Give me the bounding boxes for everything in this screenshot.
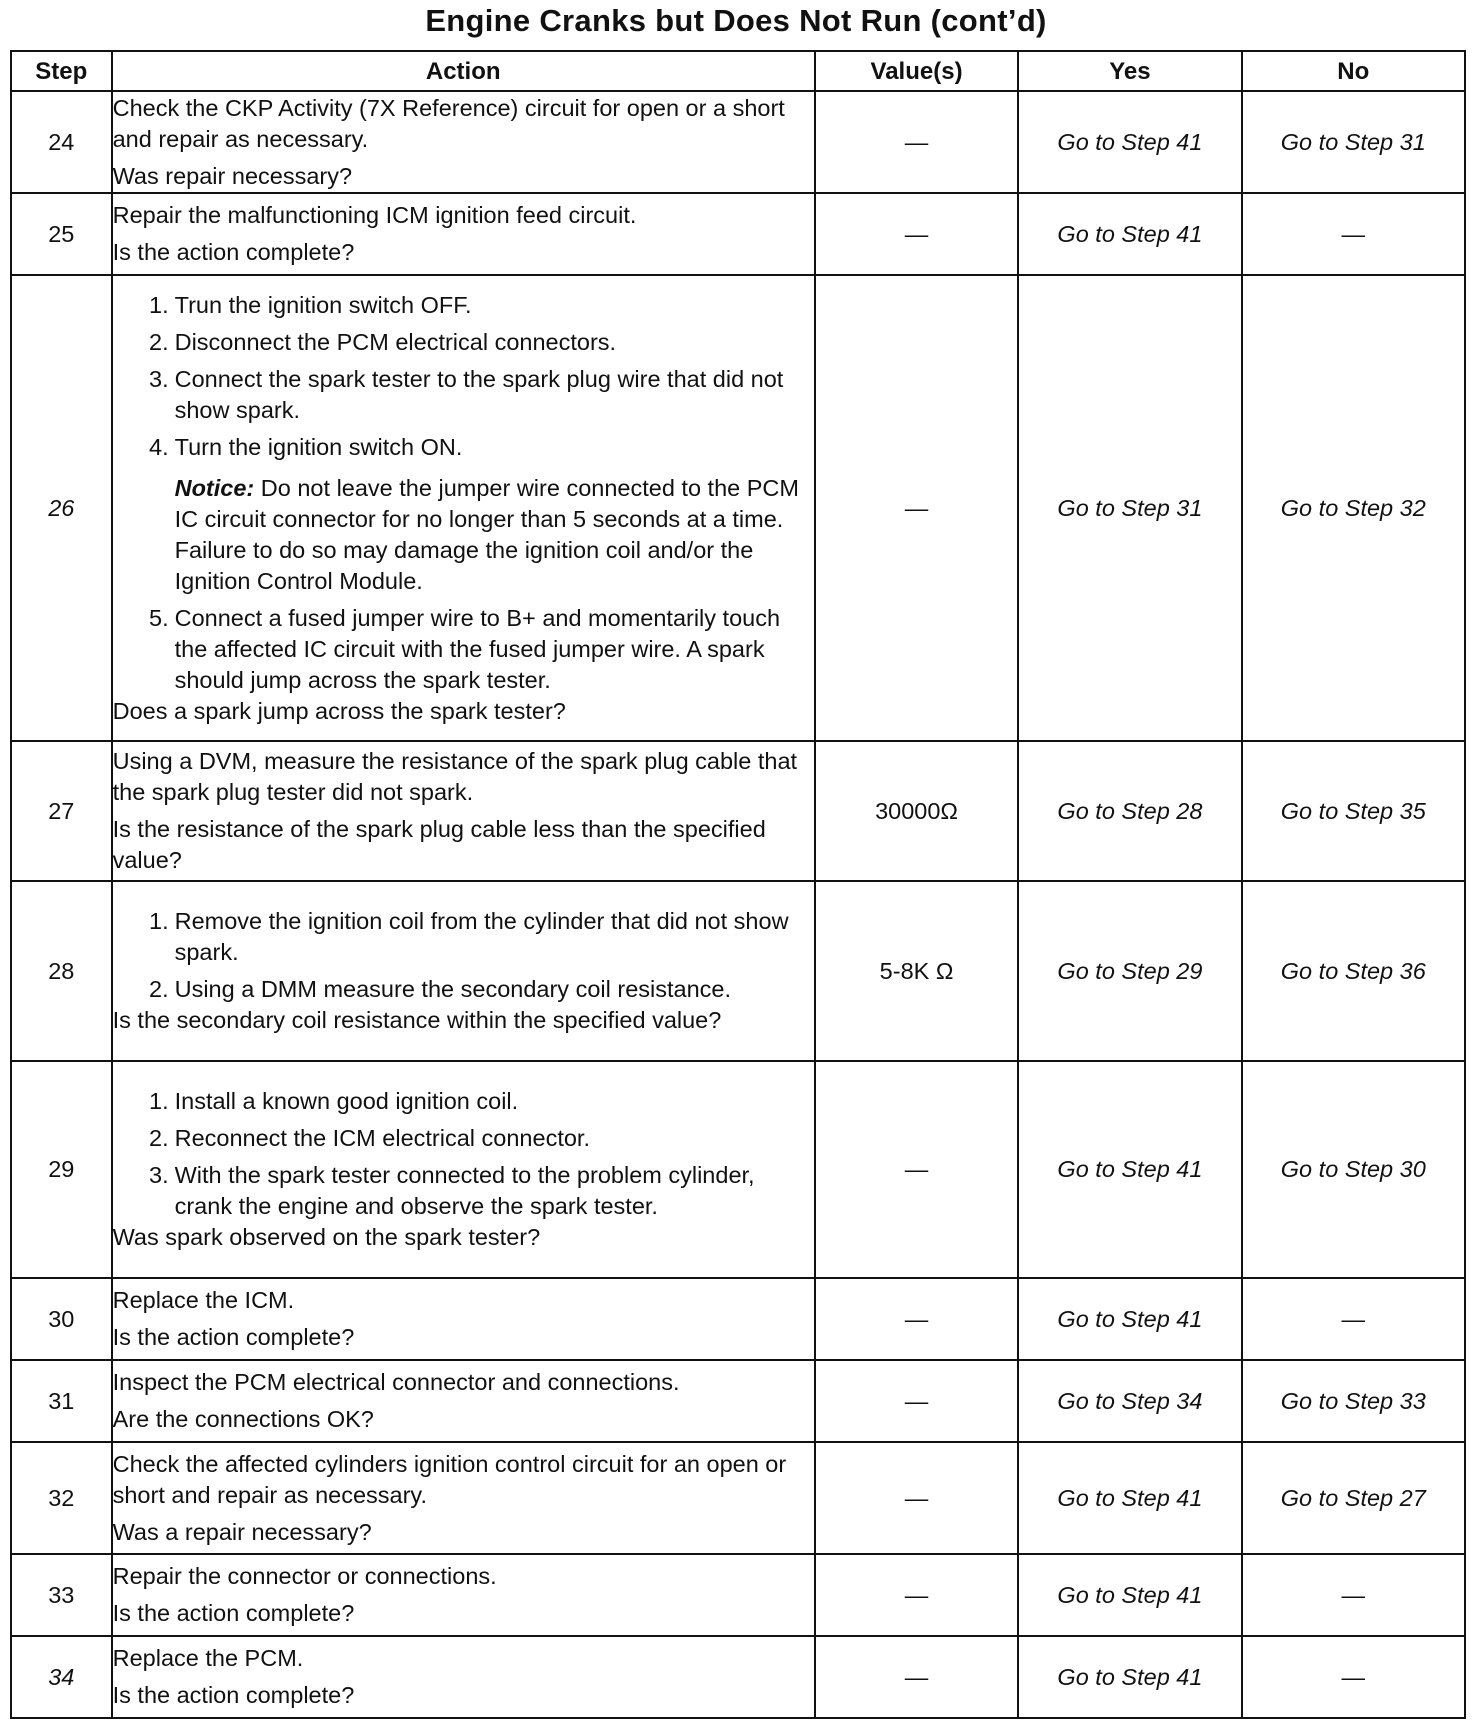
item-text: Remove the ignition coil from the cylinder that did not show spark. [174, 908, 789, 965]
item-text: Turn the ignition switch ON. [174, 433, 463, 460]
yes-cell: Go to Step 41 [1018, 1554, 1241, 1636]
action-cell [112, 1636, 815, 1718]
list-item [113, 327, 814, 358]
action-cell [112, 881, 815, 1061]
diagnostic-table [10, 50, 1466, 1719]
action-text: Replace the PCM. [112, 1645, 304, 1671]
value-cell: — [815, 1554, 1018, 1636]
action-text: Check the CKP Activity (7X Reference) circuit for open or a short and repair as necessary. [112, 94, 785, 152]
yes-cell: Go to Step 34 [1018, 1360, 1241, 1442]
action-text: Repair the malfunctioning ICM ignition feed circuit. [112, 202, 637, 228]
notice-block [175, 473, 814, 597]
value-cell: — [815, 1442, 1018, 1554]
list-item [113, 1160, 814, 1222]
list-item [113, 906, 814, 968]
header-action: Action [112, 51, 815, 91]
list-item [113, 1123, 814, 1154]
item-number: 2. [149, 328, 169, 355]
header-value: Value(s) [815, 51, 1018, 91]
step-number: 27 [11, 741, 112, 881]
value-cell: — [815, 1360, 1018, 1442]
step-number: 34 [11, 1636, 112, 1718]
list-item [113, 432, 814, 463]
yes-cell: Go to Step 41 [1018, 1636, 1241, 1718]
yes-cell: Go to Step 41 [1018, 193, 1241, 275]
list-item [113, 364, 814, 426]
yes-cell: Go to Step 31 [1018, 275, 1241, 741]
table-row [11, 1061, 1465, 1278]
step-number: 33 [11, 1554, 112, 1636]
no-cell: — [1242, 193, 1465, 275]
header-row [11, 51, 1465, 91]
action-text: Check the affected cylinders ignition control circuit for an open or short and repair as necessary. [112, 1450, 787, 1508]
header-yes: Yes [1018, 51, 1241, 91]
list-item [113, 290, 814, 321]
table-row [11, 1360, 1465, 1442]
action-question: Was repair necessary? [112, 162, 353, 189]
no-cell: Go to Step 36 [1242, 881, 1465, 1061]
table-row [11, 741, 1465, 881]
value-cell: — [815, 91, 1018, 193]
item-number: 2. [149, 976, 169, 1002]
no-cell: Go to Step 32 [1242, 275, 1465, 741]
step-number: 26 [11, 275, 112, 741]
table-row [11, 91, 1465, 193]
value-cell: 5-8K Ω [815, 881, 1018, 1061]
item-number: 4. [149, 433, 169, 460]
item-text: Reconnect the ICM electrical connector. [174, 1125, 590, 1151]
notice-label: Notice: [174, 474, 255, 501]
yes-cell: Go to Step 41 [1018, 91, 1241, 193]
table-row [11, 1636, 1465, 1718]
item-text: Using a DMM measure the secondary coil resistance. [174, 976, 732, 1002]
page-title: Engine Cranks but Does Not Run (cont’d) [425, 3, 1047, 38]
value-cell: — [815, 275, 1018, 741]
item-number: 2. [149, 1125, 169, 1151]
table-row [11, 881, 1465, 1061]
item-text: Connect a fused jumper wire to B+ and momentarily touch the affected IC circuit with the fused jumper wire. A spark should jump across the spark tester. [174, 604, 781, 693]
action-cell [112, 1360, 815, 1442]
value-cell: — [815, 1061, 1018, 1278]
yes-cell: Go to Step 41 [1018, 1442, 1241, 1554]
no-cell: Go to Step 31 [1242, 91, 1465, 193]
action-cell [112, 91, 815, 193]
action-text: Repair the connector or connections. [112, 1563, 497, 1589]
yes-cell: Go to Step 28 [1018, 741, 1241, 881]
action-question: Is the action complete? [112, 1600, 355, 1626]
action-cell [112, 1554, 815, 1636]
step-number: 32 [11, 1442, 112, 1554]
action-cell [112, 193, 815, 275]
item-number: 1. [149, 1088, 169, 1114]
step-number: 28 [11, 881, 112, 1061]
value-cell: — [815, 1278, 1018, 1360]
item-text: Disconnect the PCM electrical connectors. [174, 328, 617, 355]
action-cell [112, 275, 815, 741]
yes-cell: Go to Step 41 [1018, 1061, 1241, 1278]
item-text: Install a known good ignition coil. [174, 1088, 519, 1114]
action-question: Are the connections OK? [112, 1406, 374, 1432]
action-question: Is the resistance of the spark plug cable less than the specified value? [112, 816, 766, 873]
action-text: Replace the ICM. [112, 1287, 295, 1313]
item-number: 3. [149, 1162, 169, 1188]
header-no: No [1242, 51, 1465, 91]
yes-cell: Go to Step 41 [1018, 1278, 1241, 1360]
item-text: Connect the spark tester to the spark plug wire that did not show spark. [174, 365, 784, 423]
action-question: Was a repair necessary? [112, 1518, 372, 1545]
item-number: 1. [149, 291, 169, 318]
action-text: Using a DVM, measure the resistance of the spark plug cable that the spark plug tester did not spark. [112, 748, 798, 805]
action-question: Does a spark jump across the spark tester? [112, 697, 566, 724]
table-row [11, 1278, 1465, 1360]
step-number: 25 [11, 193, 112, 275]
item-text: Trun the ignition switch OFF. [174, 291, 472, 318]
action-question: Was spark observed on the spark tester? [112, 1224, 541, 1250]
action-text: Inspect the PCM electrical connector and connections. [112, 1369, 680, 1395]
table-row [11, 275, 1465, 741]
table-row [11, 193, 1465, 275]
step-number: 29 [11, 1061, 112, 1278]
action-question: Is the action complete? [112, 1324, 355, 1350]
notice-text: Do not leave the jumper wire connected to the PCM IC circuit connector for no longer than 5 seconds at a time. Failure to do so may damage the ignition coil and/or the Ignition Control Module. [174, 474, 799, 594]
list-item [113, 974, 814, 1005]
value-cell: 30000Ω [815, 741, 1018, 881]
action-question: Is the action complete? [112, 239, 355, 265]
list-item [113, 1086, 814, 1117]
no-cell: Go to Step 35 [1242, 741, 1465, 881]
action-question: Is the action complete? [112, 1682, 355, 1708]
header-step: Step [11, 51, 112, 91]
step-number: 24 [11, 91, 112, 193]
no-cell: Go to Step 27 [1242, 1442, 1465, 1554]
value-cell: — [815, 1636, 1018, 1718]
item-text: With the spark tester connected to the problem cylinder, crank the engine and observe the spark tester. [174, 1162, 755, 1219]
value-cell: — [815, 193, 1018, 275]
step-number: 31 [11, 1360, 112, 1442]
no-cell: — [1242, 1278, 1465, 1360]
action-cell [112, 1278, 815, 1360]
no-cell: Go to Step 30 [1242, 1061, 1465, 1278]
action-cell [112, 741, 815, 881]
no-cell: — [1242, 1554, 1465, 1636]
no-cell: — [1242, 1636, 1465, 1718]
yes-cell: Go to Step 29 [1018, 881, 1241, 1061]
action-cell [112, 1442, 815, 1554]
item-number: 1. [149, 908, 169, 934]
no-cell: Go to Step 33 [1242, 1360, 1465, 1442]
item-number: 5. [149, 604, 169, 631]
item-number: 3. [149, 365, 169, 392]
table-row [11, 1442, 1465, 1554]
action-question: Is the secondary coil resistance within the specified value? [112, 1007, 722, 1033]
list-item [113, 603, 814, 696]
action-cell [112, 1061, 815, 1278]
step-number: 30 [11, 1278, 112, 1360]
table-row [11, 1554, 1465, 1636]
